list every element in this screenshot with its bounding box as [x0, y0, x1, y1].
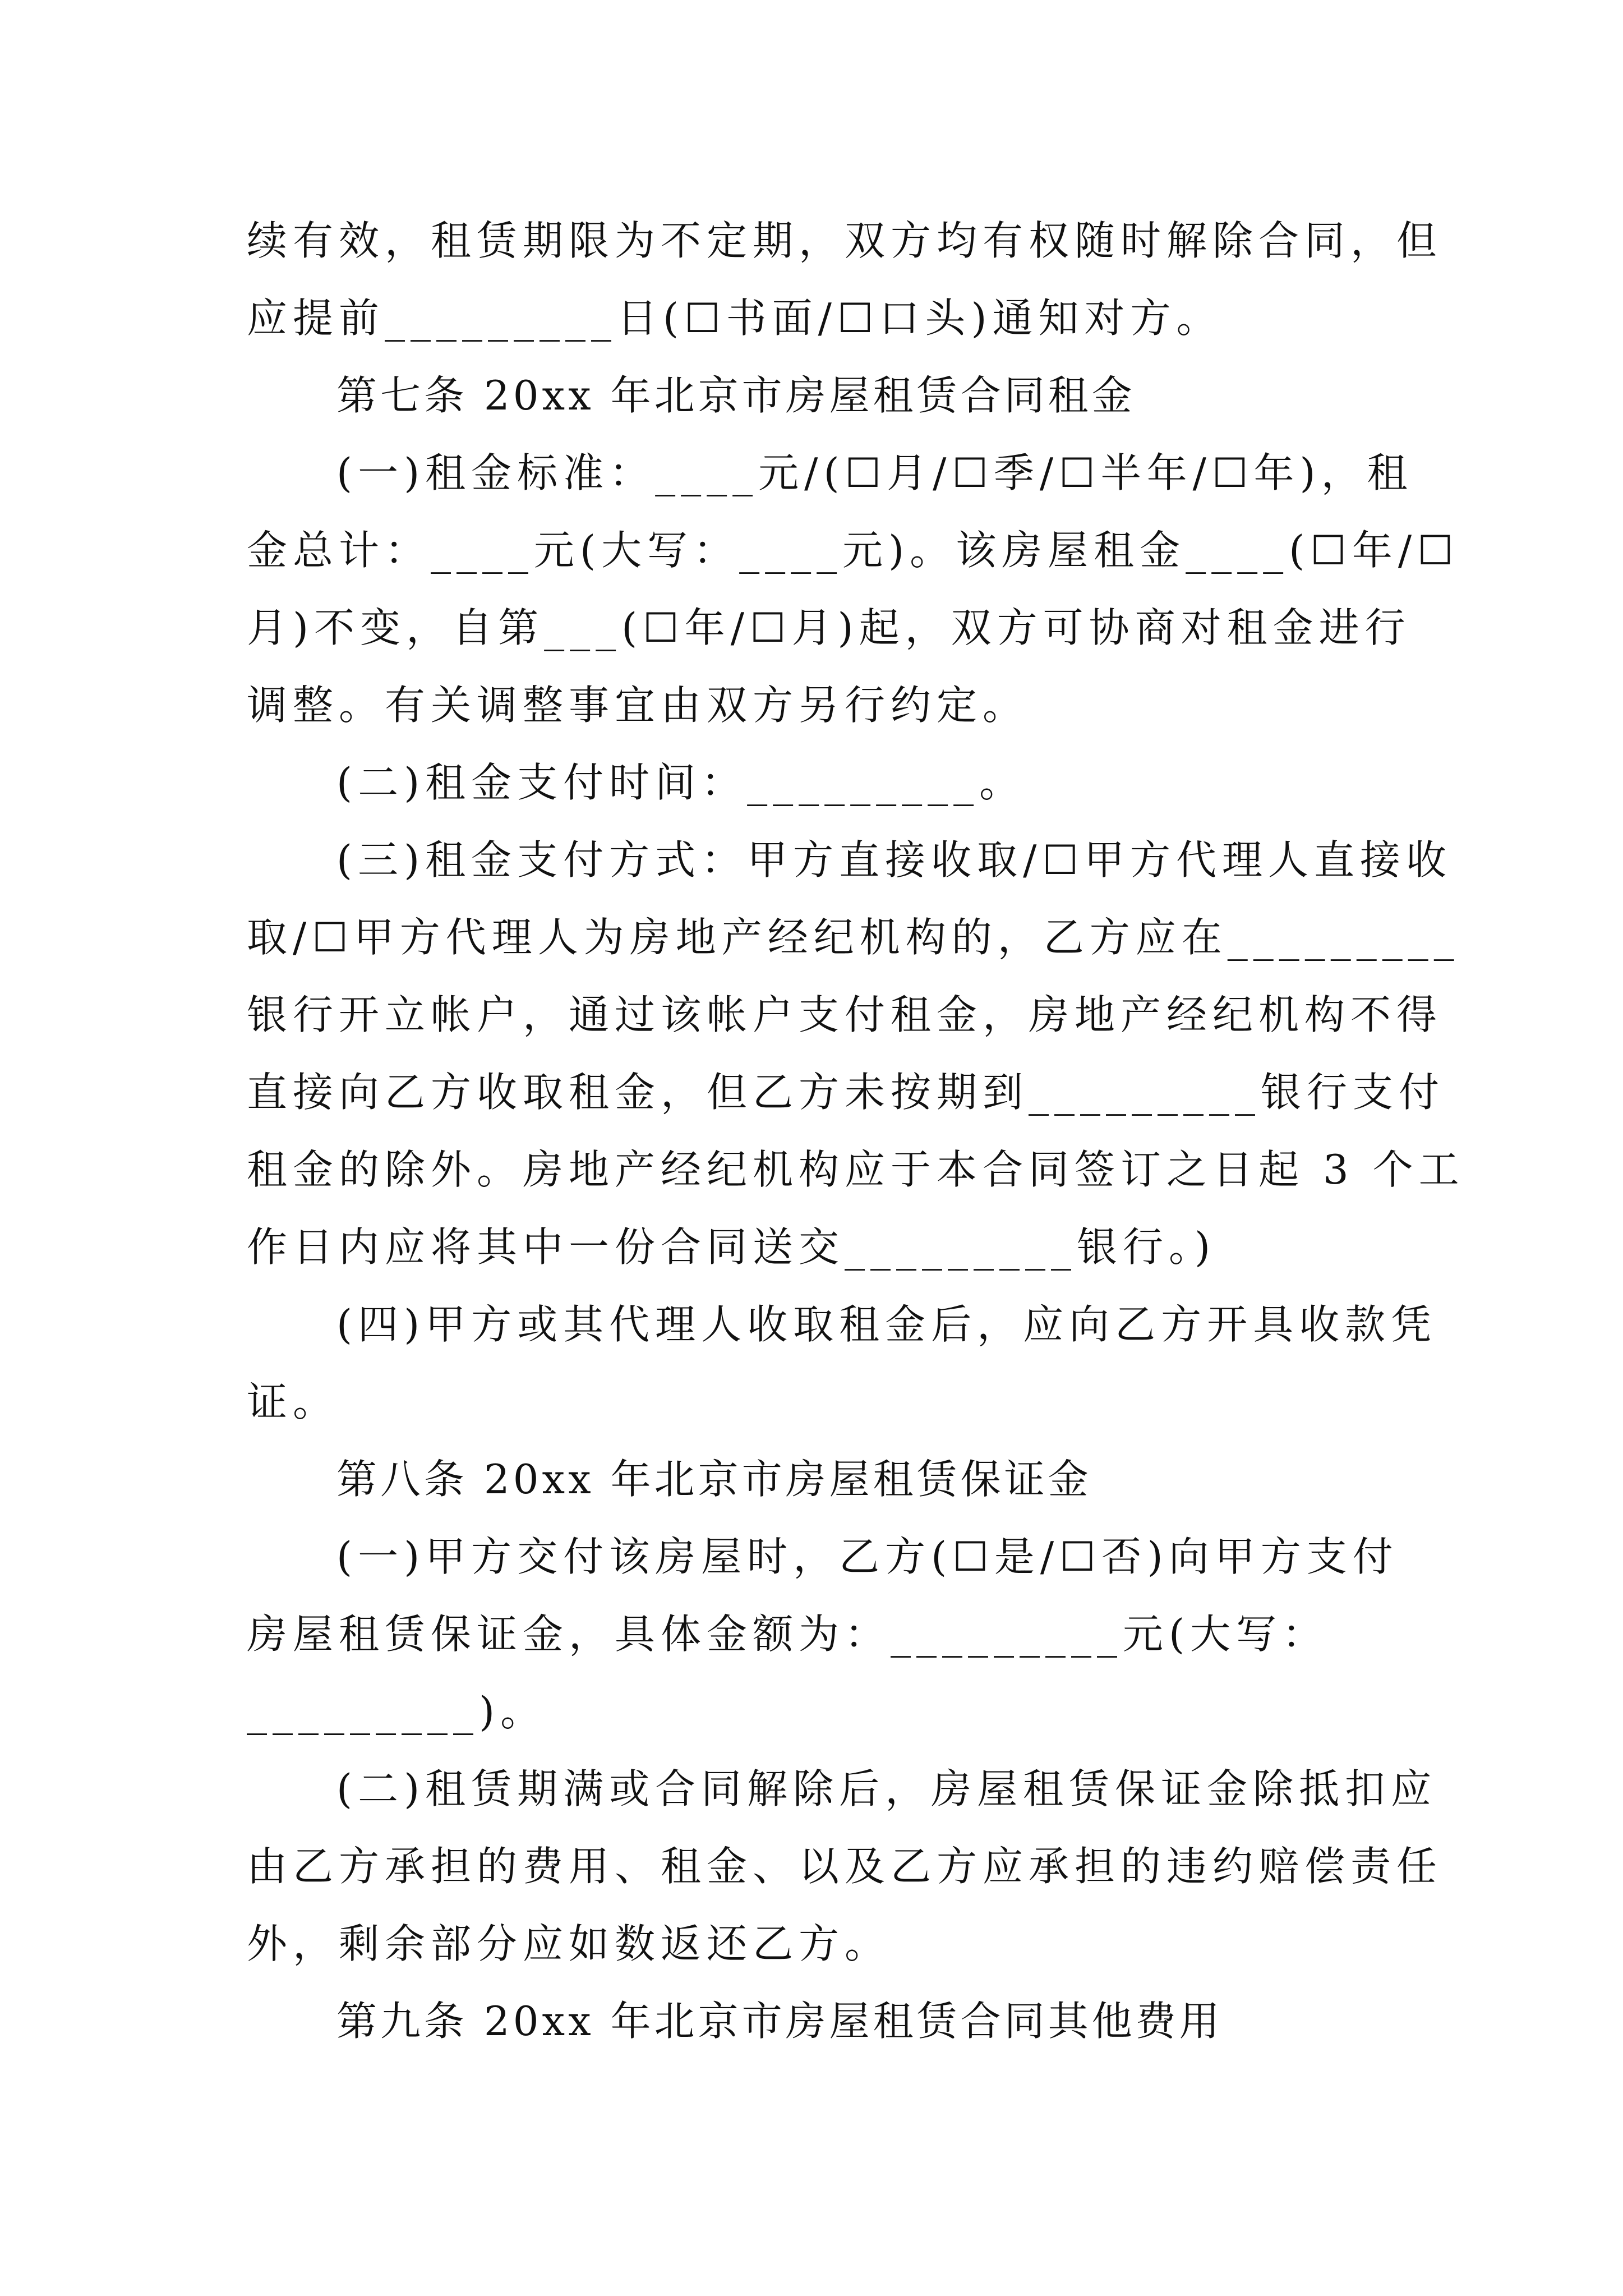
text-line: 证。 — [247, 1378, 339, 1425]
document-page — [247, 202, 1465, 2060]
text-line: 应提前_________日(☐书面/☐口头)通知对方。 — [247, 295, 1223, 342]
text-line: 作日内应将其中一份合同送交_________银行。) — [247, 1223, 1216, 1271]
text-line: (二)租赁期满或合同解除后，房屋租赁保证金除抵扣应 — [336, 1765, 1437, 1812]
text-line: 由乙方承担的费用、租金、以及乙方应承担的违约赔偿责任 — [247, 1843, 1443, 1890]
section-heading: 第七条 20xx 年北京市房屋租赁合同租金 — [336, 372, 1136, 419]
text-line: 取/☐甲方代理人为房地产经纪机构的，乙方应在_________ — [247, 914, 1460, 961]
text-line: 月)不变，自第___(☐年/☐月)起，双方可协商对租金进行 — [247, 604, 1411, 651]
text-line: (四)甲方或其代理人收取租金后，应向乙方开具收款凭 — [336, 1301, 1437, 1348]
section-heading: 第八条 20xx 年北京市房屋租赁保证金 — [336, 1456, 1092, 1503]
text-line: (二)租金支付时间：_________。 — [336, 759, 1026, 806]
text-line: (一)甲方交付该房屋时，乙方(☐是/☐否)向甲方支付 — [336, 1533, 1399, 1580]
section-heading: 第九条 20xx 年北京市房屋租赁合同其他费用 — [336, 1998, 1223, 2045]
text-line: 租金的除外。房地产经纪机构应于本合同签订之日起 3 个工 — [247, 1146, 1465, 1193]
text-line: _________)。 — [247, 1688, 547, 1735]
text-line: 银行开立帐户，通过该帐户支付租金，房地产经纪机构不得 — [247, 991, 1443, 1038]
text-line: 金总计：____元(大写：____元)。该房屋租金____(☐年/☐ — [247, 527, 1459, 574]
text-line: (一)租金标准：____元/(☐月/☐季/☐半年/☐年)，租 — [336, 449, 1413, 496]
text-line: 续有效，租赁期限为不定期，双方均有权随时解除合同，但 — [247, 217, 1443, 264]
text-line: (三)租金支付方式：甲方直接收取/☐甲方代理人直接收 — [336, 836, 1452, 884]
text-line: 直接向乙方收取租金，但乙方未按期到_________银行支付 — [247, 1069, 1445, 1116]
text-line: 外，剩余部分应如数返还乙方。 — [247, 1920, 891, 1967]
text-line: 调整。有关调整事宜由双方另行约定。 — [247, 682, 1029, 729]
text-line: 房屋租赁保证金，具体金额为：_________元(大写： — [247, 1611, 1329, 1658]
